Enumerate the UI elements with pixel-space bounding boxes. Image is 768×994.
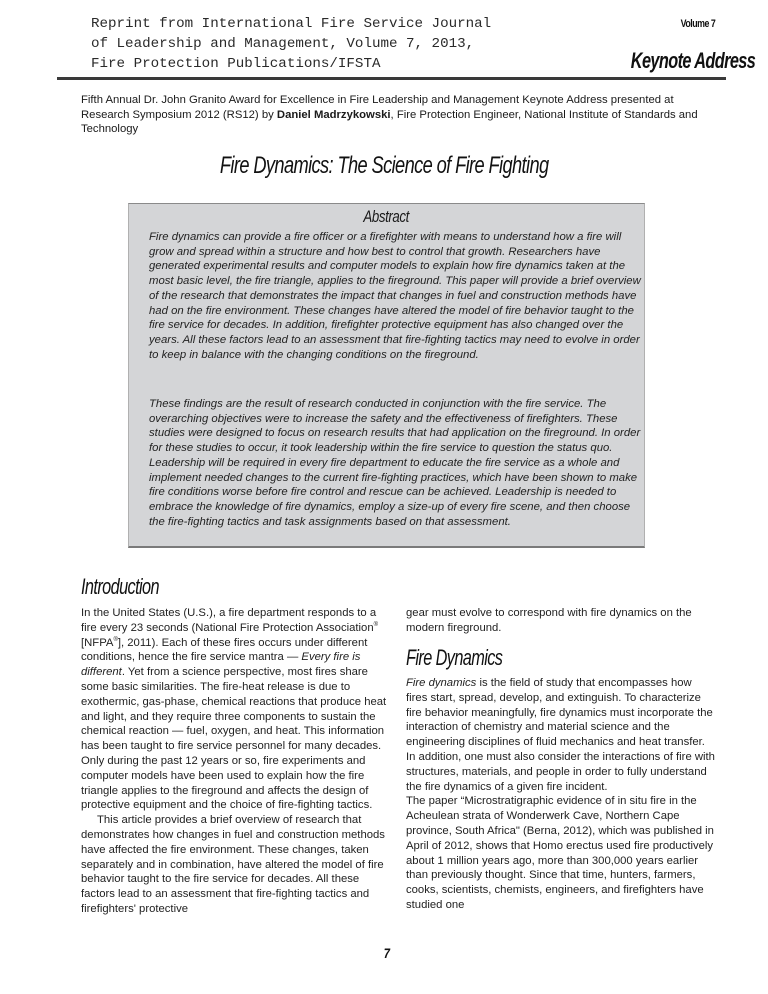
intro-paragraph-1: In the United States (U.S.), a fire department responds to a fire every 23 seconds (National Fire Protection Association® [NFPA®], 2011). Each of these fires occurs under different conditions, hence the fire service mantra — Every fire is different. Yet from a science perspective, most fires share some basic similarities. The fire-heat release is due to exothermic, gas-phase, chemical reactions that produce heat and light, and they require three components to sustain the chemical reaction — fuel, oxygen, and heat. This information has been taught to fire service personnel for many decades. Only during the past 12 years or so, fire experiments and computer models have been used to explain how the fire triangle applies to the fireground and affects the design of protective equipment and the choice of fire-fighting tactics. [81,607,387,812]
byline [81,93,701,137]
fire-dynamics-heading: Fire Dynamics [406,645,503,670]
section-label: Keynote Address [630,48,756,73]
fire-dynamics-paragraph-2: The paper “Microstratigraphic evidence of in situ fire in the Acheulean strata of Wonderwerk Cave, Northern Cape province, South Africa" (Berna, 2012), which was published in April of 2012, shows that Homo erectus used fire productively about 1 million years ago, more than 300,000 years earlier than previously thought. Since that time, hunters, farmers, cooks, scientists, chemists, engineers, and firefighters have studied one [406,795,714,911]
article-title: Fire Dynamics: The Science of Fire Fighting [219,152,549,179]
intro-paragraph-2: This article provides a brief overview of research that demonstrates how changes in fuel and construction methods have affected the fire environment. These changes, taken separately and in combination, have altered the model of fire behavior taught to the fire service for decades. All these factors lead to an assessment that fire-fighting tactics and firefighters' protective [81,814,385,915]
byline-affiliation: , Fire Protection Engineer, National Institute of Standards and Technology [81,108,698,135]
fire-dynamics-paragraph-1: Fire dynamics is the field of study that encompasses how fires start, spread, develop, and extinguish. To characterize fire behavior meaningfully, fire dynamics must incorporate the interaction of chemistry and material science and the engineering disciplines of fluid mechanics and heat transfer. In addition, one must also consider the interactions of fire with structures, materials, and people in order to fully understand the fire dynamics of a given fire incident. [406,677,715,793]
volume-label: Volume 7 [680,18,716,30]
right-column [406,676,716,913]
byline-author: Daniel Madrzykowski [276,108,391,121]
left-column [81,606,391,917]
abstract-paragraph: These findings are the result of research conducted in conjunction with the fire service. The overarching objectives were to increase the safety and the effectiveness of firefighters. These studies were designed to focus on research results that had application on the fireground. In order for these studies to occur, it took leadership within the fire service to question the status quo. Leadership will be required in every fire department to educate the fire service as a whole and implement needed changes to the current fire-fighting practices, which have been shown to make fire conditions worse before fire control and rescue can be achieved. Leadership is needed to embrace the knowledge of fire dynamics, employ a size-up of every fire scene, and then choose the fire-fighting tactics and task assignments based on that assessment. [149,398,641,528]
abstract-box [128,203,645,548]
header-divider [57,77,726,80]
right-column-continuation [406,606,716,636]
introduction-heading: Introduction [81,574,159,599]
intro-paragraph-2-continued: gear must evolve to correspond with fire dynamics on the modern fireground. [406,607,692,634]
abstract-heading: Abstract [363,207,410,226]
page-number: 7 [383,945,391,961]
reprint-line-3: Fire Protection Publications/IFSTA [91,56,381,72]
reprint-line-1: Reprint from International Fire Service Journal [91,16,492,32]
reprint-line-2: of Leadership and Management, Volume 7, 2013, [91,36,475,52]
byline-intro: Fifth Annual Dr. John Granito Award for Excellence in Fire Leadership and Management Keynote Address presented at Research Symposium 2012 (RS12) by [81,94,674,121]
abstract-paragraph: Fire dynamics can provide a fire officer or a firefighter with means to understand how a fire will grow and spread within a structure and how best to control that growth. Researchers have generated experimental results and computer models to explain how fire dynamics taken at the most basic level, the fire triangle, applies to the fireground. This paper will provide a brief overview of the research that demonstrates the impact that changes in fuel and construction methods have had on the fire environment. These changes have altered the model of fire behavior taught to the fire service for decades. In addition, firefighter protective equipment has also changed over the years. All these factors lead to an assessment that fire-fighting tactics may need to evolve in order to keep in balance with the changing conditions on the fireground. [149,231,641,361]
reprint-notice [91,14,551,74]
